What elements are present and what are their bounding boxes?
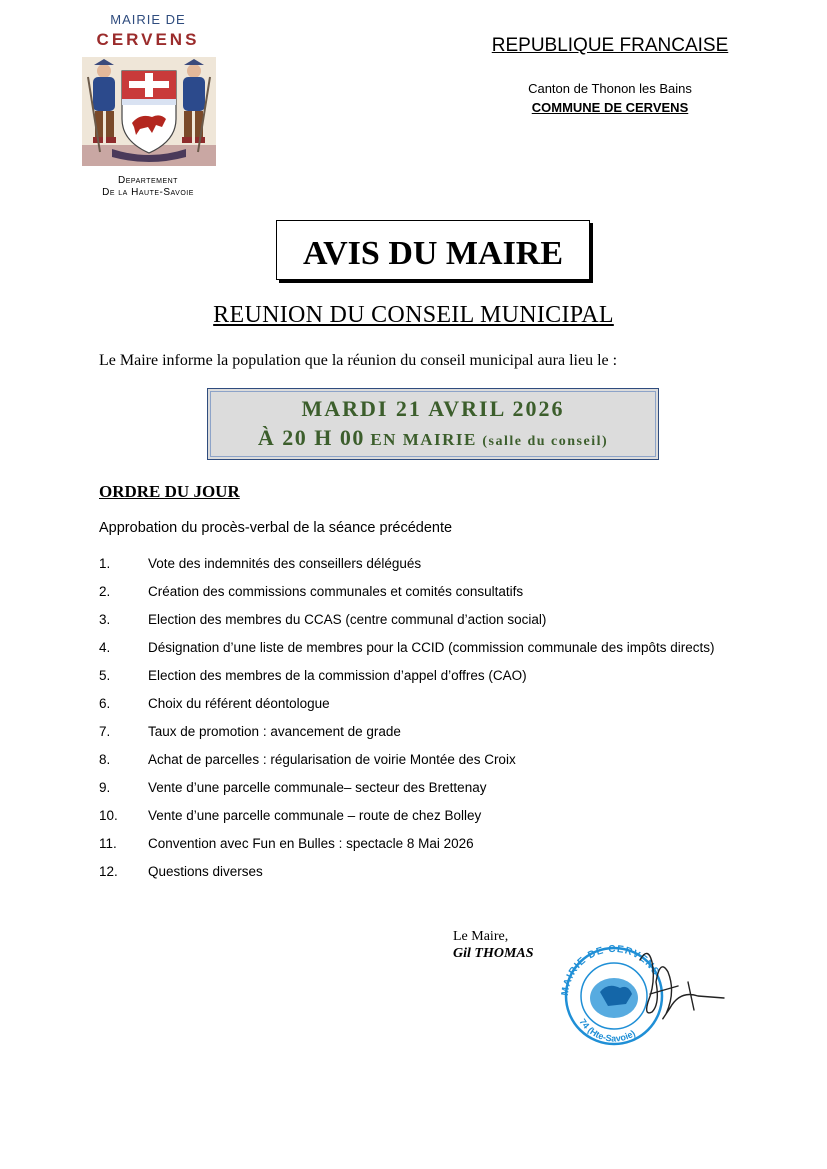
agenda-item xyxy=(99,808,799,836)
agenda-item-text: Achat de parcelles : régularisation de voirie Montée des Croix xyxy=(148,752,516,767)
agenda-item-number: 7. xyxy=(99,724,111,739)
agenda-item-number: 12. xyxy=(99,864,118,879)
agenda-item-text: Vote des indemnités des conseillers délégués xyxy=(148,556,422,571)
town-name: CERVENS xyxy=(96,30,200,49)
meeting-time: À 20 H 00 xyxy=(257,425,365,450)
notice-title: AVIS DU MAIRE xyxy=(302,235,564,272)
signature-role: Le Maire, xyxy=(453,929,509,944)
agenda-item xyxy=(99,724,799,752)
meeting-place: EN MAIRIE xyxy=(370,430,477,449)
agenda-item-number: 6. xyxy=(99,696,111,711)
mairie-label: MAIRIE DE xyxy=(110,12,186,27)
notice-intro: Le Maire informe la population que la réunion du conseil municipal aura lieu le : xyxy=(99,352,618,369)
agenda-item-number: 2. xyxy=(99,584,111,599)
agenda-item-number: 8. xyxy=(99,752,111,767)
meeting-date-box xyxy=(207,388,659,460)
agenda-item-text: Election des membres du CCAS (centre communal d’action social) xyxy=(148,612,547,627)
agenda-approval: Approbation du procès-verbal de la séance précédente xyxy=(99,520,453,536)
coat-of-arms-icon xyxy=(82,57,216,166)
agenda-item xyxy=(99,696,799,724)
department-line-1: Departement xyxy=(118,175,178,186)
agenda-heading: ORDRE DU JOUR xyxy=(99,482,240,501)
svg-text:74 (Hte-Savoie) xyxy=(577,1017,637,1044)
agenda-item xyxy=(99,584,799,612)
agenda-list xyxy=(99,556,799,892)
agenda-item-text: Vente d’une parcelle communale – route de chez Bolley xyxy=(148,808,482,823)
agenda-item-text: Vente d’une parcelle communale– secteur des Brettenay xyxy=(148,780,487,795)
agenda-item-number: 5. xyxy=(99,668,111,683)
official-stamp-icon xyxy=(548,942,738,1052)
agenda-item-number: 3. xyxy=(99,612,111,627)
agenda-item-text: Convention avec Fun en Bulles : spectacle 8 Mai 2026 xyxy=(148,836,474,851)
stamp-text: MAIRIE DE CERVENS xyxy=(559,943,662,997)
agenda-item-text: Choix du référent déontologue xyxy=(148,696,330,711)
agenda-item-number: 10. xyxy=(99,808,118,823)
commune-label: COMMUNE DE CERVENS xyxy=(531,100,689,115)
agenda-item-text: Création des commissions communales et comités consultatifs xyxy=(148,584,524,599)
agenda-item xyxy=(99,780,799,808)
agenda-item-text: Questions diverses xyxy=(148,864,263,879)
agenda-item-number: 11. xyxy=(99,836,117,851)
agenda-item xyxy=(99,864,799,892)
agenda-item-number: 1. xyxy=(99,556,111,571)
agenda-item xyxy=(99,668,799,696)
agenda-item-text: Taux de promotion : avancement de grade xyxy=(148,724,401,739)
meeting-room: (salle du conseil) xyxy=(482,434,609,449)
title-box xyxy=(276,220,590,280)
meeting-date: MARDI 21 AVRIL 2026 xyxy=(301,396,565,421)
mayor-name: Gil THOMAS xyxy=(453,946,534,961)
agenda-item-number: 4. xyxy=(99,640,111,655)
agenda-item-text: Election des membres de la commission d’appel d’offres (CAO) xyxy=(148,668,527,683)
republic-heading: REPUBLIQUE FRANCAISE xyxy=(491,35,729,56)
agenda-item xyxy=(99,640,799,668)
agenda-item-number: 9. xyxy=(99,780,111,795)
agenda-item-text: Désignation d’une liste de membres pour la CCID (commission communale des impôts directs) xyxy=(148,640,715,655)
handwritten-signature-icon xyxy=(640,953,724,1018)
agenda-item xyxy=(99,612,799,640)
canton-label: Canton de Thonon les Bains xyxy=(528,81,692,96)
meeting-time-place xyxy=(208,425,658,451)
agenda-item xyxy=(99,556,799,584)
agenda-item xyxy=(99,752,799,780)
department-line-2: De la Haute-Savoie xyxy=(102,187,194,198)
stamp-bottom-text: 74 (Hte-Savoie) xyxy=(577,1016,638,1044)
notice-subtitle: REUNION DU CONSEIL MUNICIPAL xyxy=(213,302,614,328)
agenda-item xyxy=(99,836,799,864)
